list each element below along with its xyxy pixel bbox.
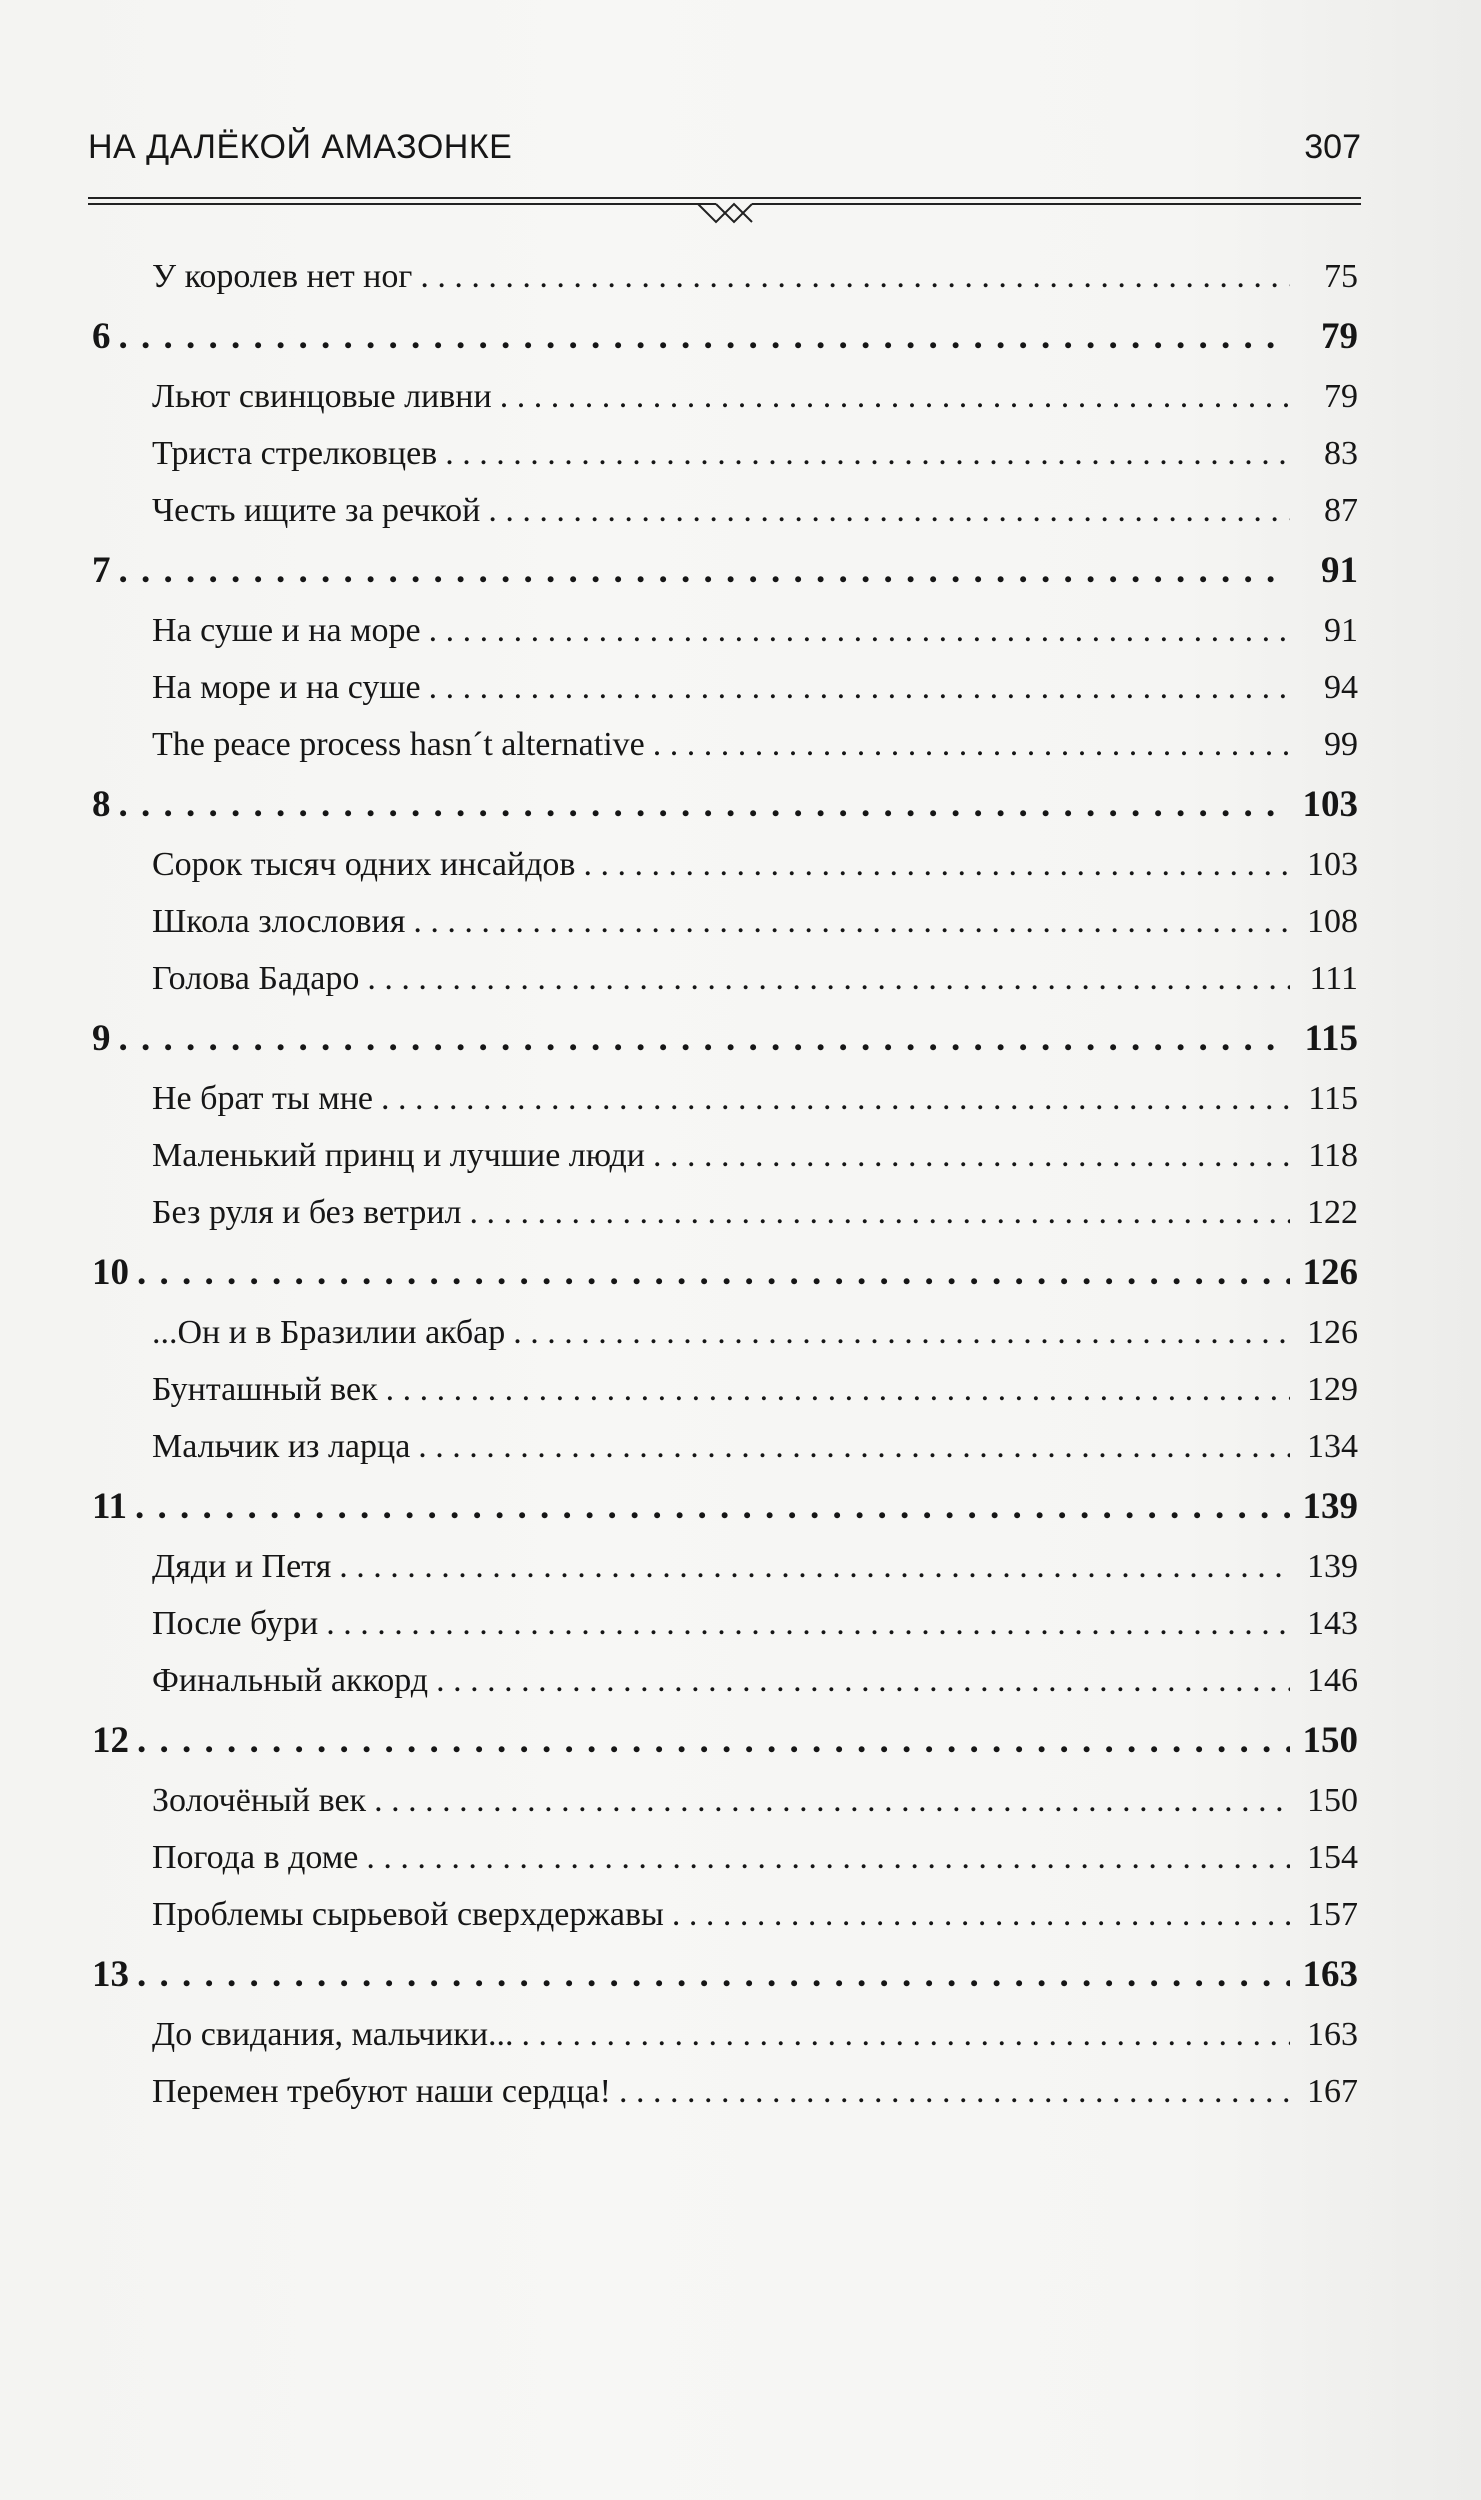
entry-page-number: 115 <box>1304 1018 1358 1059</box>
entry-page-number: 99 <box>1324 726 1358 763</box>
toc-chapter-row <box>92 1007 1358 1070</box>
entry-page-number: 163 <box>1302 1954 1358 1995</box>
toc-entry-row <box>92 1886 1358 1943</box>
toc-entry-row <box>92 836 1358 893</box>
dot-leader <box>513 1304 1290 1361</box>
toc-entry-row <box>92 482 1358 539</box>
dot-leader <box>137 1241 1290 1304</box>
dot-leader <box>367 950 1290 1007</box>
chapter-number: 9 <box>92 1018 111 1059</box>
dot-leader <box>583 836 1290 893</box>
entry-page-number: 79 <box>1321 316 1358 357</box>
entry-title: На море и на суше <box>152 669 421 706</box>
entry-page-number: 122 <box>1307 1194 1358 1231</box>
dot-leader <box>386 1361 1290 1418</box>
toc-chapter-row <box>92 773 1358 836</box>
entry-page-number: 167 <box>1307 2073 1358 2110</box>
entry-title: Перемен требуют наши сердца! <box>152 2073 611 2110</box>
entry-title: На суше и на море <box>152 612 421 649</box>
toc-entry-row <box>92 716 1358 773</box>
running-head-title: НА ДАЛЁКОЙ АМАЗОНКЕ <box>88 128 513 166</box>
toc-entry-row <box>92 602 1358 659</box>
entry-page-number: 103 <box>1302 784 1358 825</box>
table-of-contents <box>92 248 1358 2120</box>
toc-entry-row <box>92 2006 1358 2063</box>
entry-page-number: 157 <box>1307 1896 1358 1933</box>
entry-page-number: 146 <box>1307 1662 1358 1699</box>
chapter-number: 12 <box>92 1720 129 1761</box>
toc-entry-row <box>92 368 1358 425</box>
toc-entry-row <box>92 1595 1358 1652</box>
toc-entry-row <box>92 893 1358 950</box>
dot-leader <box>653 1127 1290 1184</box>
entry-page-number: 94 <box>1324 669 1358 706</box>
entry-title: Финальный аккорд <box>152 1662 429 1699</box>
entry-page-number: 79 <box>1324 378 1358 415</box>
entry-page-number: 134 <box>1307 1428 1358 1465</box>
toc-chapter-row <box>92 1943 1358 2006</box>
dot-leader <box>119 773 1291 836</box>
dot-leader <box>420 248 1290 305</box>
dot-leader <box>445 425 1290 482</box>
entry-page-number: 150 <box>1302 1720 1358 1761</box>
entry-title: Золочёный век <box>152 1782 367 1819</box>
dot-leader <box>470 1184 1291 1241</box>
entry-page-number: 103 <box>1307 846 1358 883</box>
header-ornament-rule <box>88 192 1361 232</box>
dot-leader <box>366 1829 1290 1886</box>
page-number: 307 <box>1304 128 1361 166</box>
toc-entry-row <box>92 1829 1358 1886</box>
chapter-number: 13 <box>92 1954 129 1995</box>
entry-page-number: 163 <box>1307 2016 1358 2053</box>
entry-page-number: 111 <box>1309 960 1358 997</box>
toc-entry-row <box>92 1070 1358 1127</box>
entry-title: ...Он и в Бразилии акбар <box>152 1314 506 1351</box>
toc-entry-row <box>92 1418 1358 1475</box>
entry-title: Бунташный век <box>152 1371 378 1408</box>
dot-leader <box>137 1709 1290 1772</box>
entry-page-number: 118 <box>1308 1137 1358 1174</box>
dot-leader <box>500 368 1290 425</box>
dot-leader <box>374 1772 1290 1829</box>
entry-title: У королев нет ног <box>152 258 413 295</box>
dot-leader <box>653 716 1290 773</box>
entry-title: Без руля и без ветрил <box>152 1194 462 1231</box>
dot-leader <box>619 2063 1290 2120</box>
toc-entry-row <box>92 659 1358 716</box>
entry-page-number: 91 <box>1324 612 1358 649</box>
toc-entry-row <box>92 1652 1358 1709</box>
entry-page-number: 143 <box>1307 1605 1358 1642</box>
entry-page-number: 87 <box>1324 492 1358 529</box>
entry-title: Маленький принц и лучшие люди <box>152 1137 645 1174</box>
entry-title: Голова Бадаро <box>152 960 360 997</box>
chapter-number: 6 <box>92 316 111 357</box>
dot-leader <box>137 1943 1290 2006</box>
dot-leader <box>135 1475 1290 1538</box>
chapter-number: 7 <box>92 550 111 591</box>
dot-leader <box>429 659 1290 716</box>
entry-page-number: 139 <box>1302 1486 1358 1527</box>
dot-leader <box>488 482 1290 539</box>
entry-title: Мальчик из ларца <box>152 1428 411 1465</box>
entry-title: Триста стрелковцев <box>152 435 438 472</box>
entry-title: До свидания, мальчики... <box>152 2016 514 2053</box>
dot-leader <box>672 1886 1290 1943</box>
entry-page-number: 115 <box>1308 1080 1358 1117</box>
dot-leader <box>381 1070 1290 1127</box>
dot-leader <box>119 539 1291 602</box>
toc-entry-row <box>92 1127 1358 1184</box>
entry-page-number: 139 <box>1307 1548 1358 1585</box>
toc-entry-row <box>92 1361 1358 1418</box>
toc-chapter-row <box>92 1475 1358 1538</box>
dot-leader <box>436 1652 1290 1709</box>
entry-page-number: 75 <box>1324 258 1358 295</box>
entry-title: Льют свинцовые ливни <box>152 378 492 415</box>
entry-title: Проблемы сырьевой сверхдержавы <box>152 1896 664 1933</box>
dot-leader <box>119 1007 1291 1070</box>
entry-title: Школа злословия <box>152 903 406 940</box>
toc-entry-row <box>92 1538 1358 1595</box>
entry-title: Дяди и Петя <box>152 1548 332 1585</box>
dot-leader <box>429 602 1290 659</box>
entry-title: Честь ищите за речкой <box>152 492 481 529</box>
entry-title: Сорок тысяч одних инсайдов <box>152 846 576 883</box>
toc-entry-row <box>92 1184 1358 1241</box>
dot-leader <box>119 305 1291 368</box>
toc-entry-row <box>92 2063 1358 2120</box>
toc-chapter-row <box>92 1709 1358 1772</box>
toc-entry-row <box>92 1304 1358 1361</box>
dot-leader <box>522 2006 1290 2063</box>
toc-entry-row <box>92 1772 1358 1829</box>
entry-title: The peace process hasn´t alternative <box>152 726 645 763</box>
toc-entry-row <box>92 950 1358 1007</box>
toc-chapter-row <box>92 1241 1358 1304</box>
toc-entry-row <box>92 248 1358 305</box>
toc-chapter-row <box>92 539 1358 602</box>
toc-chapter-row <box>92 305 1358 368</box>
entry-page-number: 154 <box>1307 1839 1358 1876</box>
chapter-number: 11 <box>92 1486 127 1527</box>
entry-title: Не брат ты мне <box>152 1080 374 1117</box>
entry-page-number: 126 <box>1307 1314 1358 1351</box>
entry-page-number: 129 <box>1307 1371 1358 1408</box>
chapter-number: 8 <box>92 784 111 825</box>
entry-page-number: 83 <box>1324 435 1358 472</box>
dot-leader <box>326 1595 1290 1652</box>
running-head <box>88 128 1361 167</box>
entry-title: После бури <box>152 1605 319 1642</box>
entry-page-number: 150 <box>1307 1782 1358 1819</box>
entry-page-number: 108 <box>1307 903 1358 940</box>
toc-entry-row <box>92 425 1358 482</box>
dot-leader <box>339 1538 1290 1595</box>
dot-leader <box>418 1418 1290 1475</box>
entry-page-number: 91 <box>1321 550 1358 591</box>
chapter-number: 10 <box>92 1252 129 1293</box>
dot-leader <box>413 893 1290 950</box>
entry-title: Погода в доме <box>152 1839 359 1876</box>
entry-page-number: 126 <box>1302 1252 1358 1293</box>
